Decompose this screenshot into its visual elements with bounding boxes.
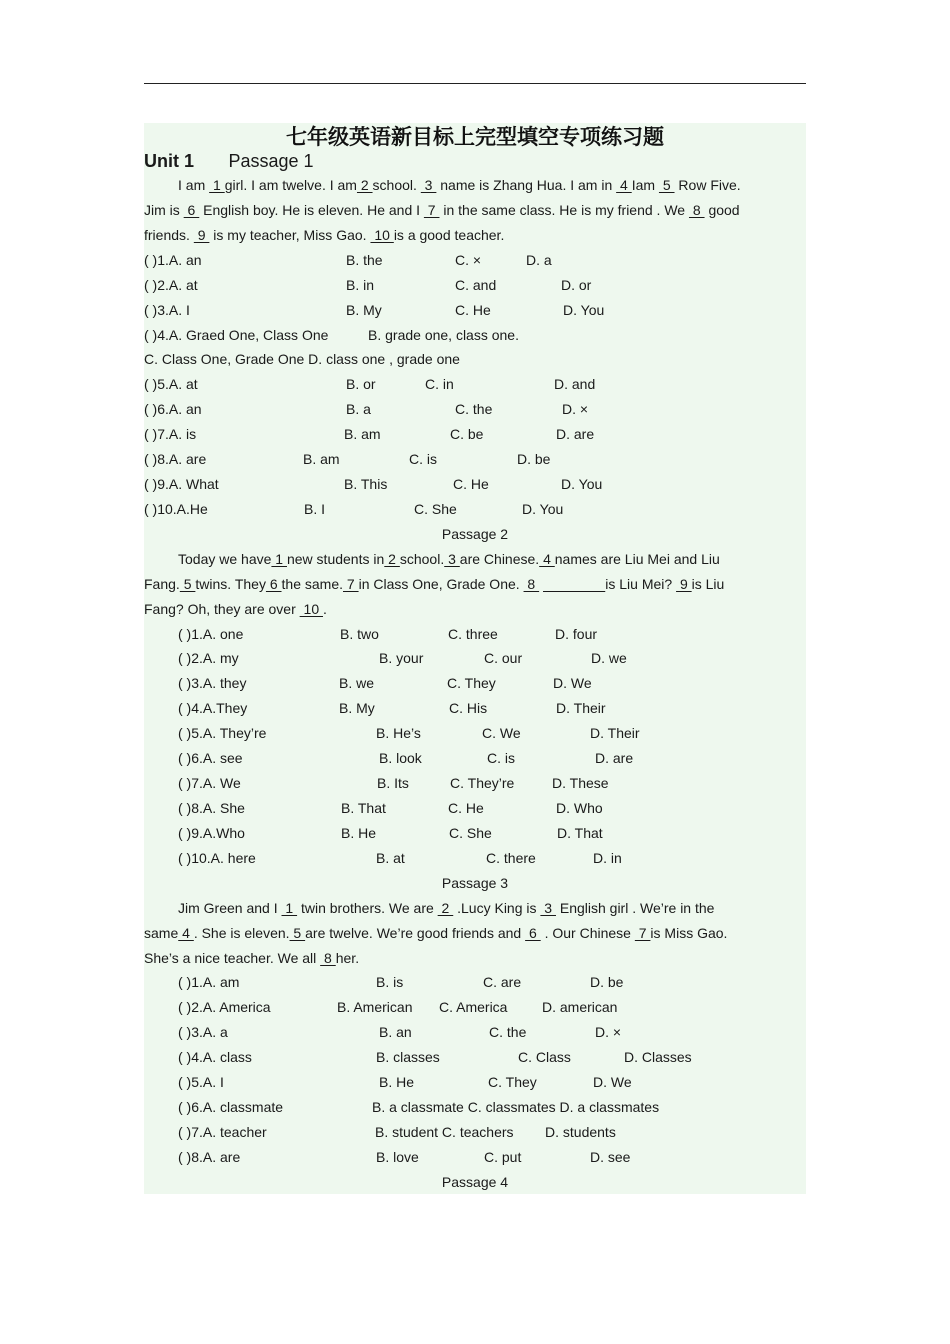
blank-number: 1 [281, 899, 298, 916]
question-item: ( )1.A. am [178, 974, 240, 991]
text-segment: in the same class. He is my friend . We [439, 201, 689, 218]
text-segment: is Liu [691, 575, 725, 592]
answer-option: C. is [409, 451, 437, 468]
blank-number: 2 [384, 550, 400, 567]
blank-number: 2 [356, 177, 373, 193]
text-segment: good [704, 201, 740, 218]
answer-option: B. two [340, 625, 379, 642]
question-item: ( )7.A. teacher [178, 1123, 267, 1140]
answer-option: B. He’s [376, 725, 421, 742]
text-segment: Jim is [144, 201, 184, 218]
blank-number: 3 [420, 177, 437, 193]
answer-option: D. and [554, 376, 596, 393]
answer-option: C. He [455, 301, 491, 318]
answer-option: B. classes [376, 1049, 440, 1066]
text-segment: . [323, 600, 327, 617]
answer-option: B. love [376, 1148, 419, 1165]
passage-3-heading: Passage 3 [441, 874, 509, 891]
question-item: ( )4.A. Graed One, Class One [144, 326, 329, 343]
answer-option: D. We [553, 675, 592, 692]
question-item: ( )5.A. at [144, 376, 198, 393]
question-item: ( )2.A. at [144, 276, 198, 293]
passage-1-text-line [144, 223, 504, 248]
question-item: ( )3.A. they [178, 675, 247, 692]
text-segment: I am [178, 177, 210, 193]
passage-3-text-line [144, 921, 727, 946]
answer-option: D. These [552, 775, 609, 792]
answer-option: D. american [542, 999, 618, 1016]
answer-option: C. there [486, 849, 536, 866]
answer-option: D. We [593, 1074, 632, 1091]
answer-option: C. His [449, 700, 488, 717]
page-title: 七年级英语新目标上完型填空专项练习题 [286, 124, 664, 149]
text-segment: Fang. [144, 575, 180, 592]
answer-option: C. He [448, 800, 484, 816]
question-item: ( )1.A. an [144, 251, 202, 268]
blank-number: 9 [676, 575, 692, 592]
answer-option: D. You [522, 500, 564, 517]
question-item: ( )8.A. are [144, 451, 207, 468]
answer-option: B. is [376, 974, 404, 991]
text-segment: Today we have [178, 550, 272, 567]
answer-option: B. American [337, 999, 413, 1016]
answer-option: D. You [563, 301, 605, 318]
text-segment: Row Five. [674, 177, 741, 193]
text-segment: twin brothers. We are [297, 899, 438, 916]
blank-number: 2 [437, 899, 454, 916]
text-segment: same [144, 924, 179, 941]
answer-option: B. we [339, 675, 375, 692]
answer-option: C. the [455, 401, 493, 418]
answer-option: B. am [344, 426, 381, 443]
answer-option: C. is [487, 750, 515, 767]
answer-option: D. students [545, 1123, 616, 1140]
passage-2-text-line [144, 597, 327, 622]
answer-option: C. They [488, 1074, 537, 1091]
text-segment: school. [399, 550, 445, 567]
question-item: ( )4.A. class [178, 1049, 252, 1066]
answer-option: D. four [555, 625, 598, 642]
answer-option: C. We [482, 725, 521, 742]
text-segment: is Liu Mei? [605, 575, 677, 592]
passage-4-heading: Passage 4 [441, 1173, 509, 1190]
answer-option: B. or [346, 376, 376, 393]
answer-option: C. She [414, 500, 457, 517]
text-segment: new students in [286, 550, 385, 567]
worksheet [144, 123, 806, 1194]
blank-number [543, 576, 605, 592]
answer-option: C. × [455, 251, 482, 268]
answer-option: D. That [557, 824, 603, 841]
passage-2-text-line [178, 547, 720, 572]
answer-option: C. America [439, 999, 508, 1016]
blank-number: 3 [444, 550, 460, 567]
answer-option: D. or [561, 276, 592, 293]
answer-option: D. You [561, 476, 603, 493]
passage-1-text-line [144, 198, 740, 223]
question-item: ( )8.A. are [178, 1148, 241, 1165]
answer-option: B. He [379, 1074, 415, 1091]
text-segment: Iam [631, 177, 659, 193]
question-item: ( )4.A.They [178, 700, 248, 717]
answer-option: C. Class [518, 1049, 571, 1066]
answer-option: B. the [346, 251, 383, 268]
answer-option: D. be [517, 451, 551, 468]
answer-option: D. × [562, 401, 589, 418]
answer-option: D. in [593, 849, 622, 866]
passage-2-heading: Passage 2 [441, 525, 509, 542]
unit-label: Unit 1 [144, 151, 195, 171]
question-item: ( )7.A. We [178, 775, 241, 792]
blank-number: 6 [265, 575, 282, 592]
header-rule [144, 83, 806, 84]
answer-option: C. and [455, 276, 497, 293]
answer-option: C. They’re [450, 775, 515, 792]
answer-option: B. That [341, 800, 386, 816]
passage-3-text-line [144, 946, 359, 971]
text-segment: Fang? Oh, they are over [144, 600, 300, 617]
blank-number: 8 [523, 575, 540, 592]
answer-option: C. the [489, 1024, 527, 1041]
answer-option: B. My [339, 700, 375, 717]
passage-2-text-line [144, 572, 724, 597]
question-item: ( )2.A. my [178, 650, 239, 667]
blank-number: 9 [193, 226, 210, 243]
answer-option: D. we [591, 650, 627, 667]
blank-number: 10 [299, 600, 323, 617]
question-item: ( )3.A. a [178, 1024, 228, 1041]
blank-number: 4 [178, 924, 194, 941]
answer-option: B. am [303, 451, 340, 468]
question-item: ( )5.A. I [178, 1074, 224, 1091]
text-segment: friends. [144, 226, 194, 243]
answer-option: D. are [595, 750, 634, 767]
answer-option: D. see [590, 1148, 631, 1165]
question-item: ( )2.A. America [178, 999, 271, 1016]
question-item: ( )10.A.He [144, 500, 208, 517]
question-item: ( )5.A. They’re [178, 725, 267, 742]
blank-number: 5 [289, 924, 306, 941]
question-item: ( )8.A. She [178, 800, 245, 816]
text-segment: twins. They [195, 575, 266, 592]
answer-option: C. three [448, 625, 498, 642]
passage-1-text-line [178, 173, 741, 198]
answer-option: D. are [556, 426, 595, 443]
answer-option: C. put [484, 1148, 522, 1165]
text-segment: . She is eleven. [193, 924, 290, 941]
blank-number: 3 [540, 899, 556, 916]
blank-number: 4 [539, 550, 555, 567]
answer-option: B. student C. teachers [375, 1123, 514, 1140]
question-item: ( )3.A. I [144, 301, 190, 318]
question-item: ( )1.A. one [178, 625, 244, 642]
answer-option: B. I [304, 500, 326, 517]
question-item: ( )6.A. an [144, 401, 202, 418]
answer-option: B. grade one, class one. [368, 326, 519, 343]
answer-option: D. a [526, 251, 552, 268]
text-segment: .Lucy King is [453, 899, 541, 916]
blank-number: 8 [320, 949, 336, 966]
answer-option: D. Who [556, 800, 603, 816]
answer-option: B. My [346, 301, 382, 318]
passage-3-text-line [178, 896, 714, 921]
text-segment: is Miss Gao. [650, 924, 728, 941]
answer-option: B. a classmate C. classmates D. a classmates [372, 1099, 660, 1116]
answer-option: D. Classes [624, 1049, 692, 1066]
answer-option: D. Their [590, 725, 640, 742]
answer-option: D. be [590, 974, 624, 991]
text-segment: English boy. He is eleven. He and I [199, 201, 424, 218]
answer-option: B. an [379, 1024, 412, 1041]
answer-option: C. be [450, 426, 484, 443]
answer-option: D. Their [556, 700, 606, 717]
text-segment: are Chinese. [459, 550, 540, 567]
answer-option: B. in [346, 276, 375, 293]
blank-number: 6 [525, 924, 541, 941]
blank-number: 5 [658, 177, 675, 193]
blank-number: 1 [209, 177, 225, 193]
blank-number: 4 [616, 177, 632, 193]
blank-number: 10 [370, 226, 394, 243]
question-item: ( )7.A. is [144, 426, 197, 443]
answer-option: B. your [379, 650, 424, 667]
blank-number: 8 [688, 201, 705, 218]
answer-option: C. She [449, 824, 492, 841]
question-item: ( )10.A. here [178, 849, 256, 866]
text-segment: name is Zhang Hua. I am in [436, 177, 617, 193]
question-item: ( )9.A. What [144, 476, 219, 493]
answer-option: C. He [453, 476, 489, 493]
text-segment: She’s a nice teacher. We all [144, 949, 321, 966]
text-segment: are twelve. We’re good friends and [305, 924, 526, 941]
answer-option: C. They [447, 675, 496, 692]
text-segment: names are Liu Mei and Liu [554, 550, 720, 567]
text-segment: Jim Green and I [178, 899, 282, 916]
blank-number: 1 [271, 550, 287, 567]
answer-option: B. look [379, 750, 422, 767]
answer-option: C. are [483, 974, 522, 991]
answer-option: B. Its [377, 775, 409, 792]
blank-number: 7 [634, 924, 651, 941]
blank-number: 7 [343, 575, 359, 592]
answer-option: B. This [344, 476, 388, 493]
text-segment: is my teacher, Miss Gao. [209, 226, 371, 243]
blank-number: 6 [183, 201, 200, 218]
passage-1-heading: Passage 1 [228, 151, 314, 171]
text-segment: is a good teacher. [393, 226, 505, 243]
answer-option: C. in [425, 376, 454, 393]
answer-option: B. at [376, 849, 405, 866]
text-segment: the same. [281, 575, 343, 592]
text-segment: girl. I am twelve. I am [224, 177, 357, 193]
blank-number: 5 [179, 575, 196, 592]
answer-option: D. × [595, 1024, 622, 1041]
text-segment: . Our Chinese [540, 924, 635, 941]
blank-number: 7 [423, 201, 440, 218]
answer-option: B. He [341, 824, 377, 841]
text-segment: English girl . We’re in the [555, 899, 715, 916]
unit-heading [144, 149, 314, 173]
question-item: ( )6.A. see [178, 750, 243, 767]
question-item: ( )6.A. classmate [178, 1099, 284, 1116]
question-item: C. Class One, Grade One D. class one , grade one [144, 351, 460, 368]
answer-option: C. our [484, 650, 523, 667]
text-segment: her. [335, 949, 360, 966]
text-segment: school. [372, 177, 421, 193]
text-segment: in Class One, Grade One. [358, 575, 524, 592]
answer-option: B. a [346, 401, 371, 418]
question-item: ( )9.A.Who [178, 824, 245, 841]
